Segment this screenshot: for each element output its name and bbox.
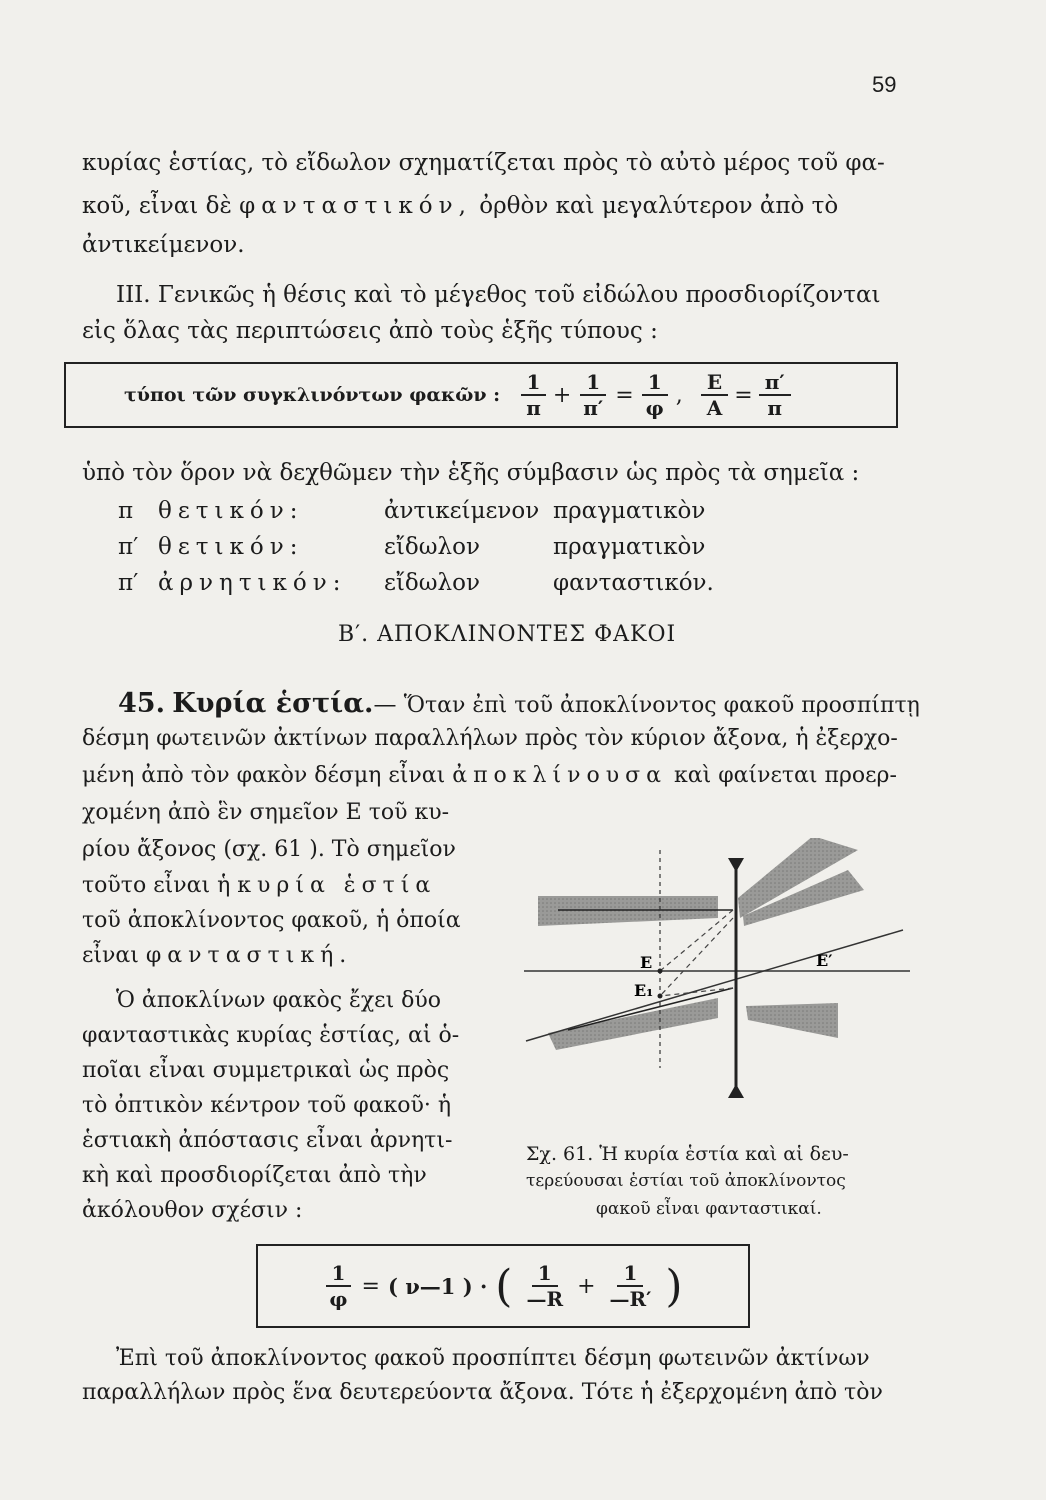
sec45-emph-kyria-estia: κυρία ἑστία	[237, 873, 437, 898]
comma: ,	[675, 382, 683, 408]
formula-box	[64, 362, 898, 428]
conv3-sign: ἀρνητικόν:	[158, 570, 347, 596]
page-number: 59	[872, 72, 897, 97]
label-E-prime: Ε′	[816, 951, 833, 970]
section-heading: Β′. ΑΠΟΚΛΙΝΟΝΤΕΣ ΦΑΚΟΙ	[338, 622, 677, 647]
sec45-line4: χομένη ἀπὸ ἓν σημεῖον Ε τοῦ κυ-	[82, 800, 450, 825]
f5-den: π	[767, 396, 782, 420]
condition-line: ὑπὸ τὸν ὅρον νὰ δεχθῶμεν τὴν ἑξῆς σύμβασιν ὡς πρὸς τὰ σημεῖα :	[82, 460, 860, 486]
sec45-text-6a: τοῦτο εἶναι ἡ	[82, 873, 231, 898]
lens-top-arrow	[728, 858, 744, 872]
sec45-line6	[82, 873, 436, 898]
sec45-emph-apoklinousa: ἀποκλίνουσα	[452, 763, 667, 788]
figure-caption-line3: φακοῦ εἶναι φανταστικαί.	[596, 1199, 822, 1219]
sec45-line5: ρίου ἄξονος (σχ. 61 ). Τὸ σημεῖον	[82, 837, 456, 862]
lm-equals: =	[361, 1273, 380, 1299]
virtual-ray-2	[660, 918, 733, 996]
lm-plus: +	[577, 1273, 596, 1299]
para1-line3: ἀντικείμενον.	[82, 232, 245, 258]
sec45-text-3b: καὶ φαίνεται προερ-	[673, 763, 897, 788]
focal-point-E1	[658, 994, 663, 999]
lm-lhs-num: 1	[326, 1261, 352, 1287]
lm-t2-num: 1	[617, 1261, 643, 1287]
focal-point-E	[658, 969, 663, 974]
lens-line2: φανταστικὰς κυρίας ἑστίας, αἱ ὁ-	[82, 1023, 460, 1048]
conv2-object: εἴδωλον	[384, 534, 480, 560]
f1-num: 1	[521, 370, 547, 396]
sec45-line1	[118, 688, 920, 719]
conv1-sign: θετικόν:	[158, 498, 304, 524]
final-line1: Ἐπὶ τοῦ ἀποκλίνοντος φακοῦ προσπίπτει δέσμη φωτεινῶν ἀκτίνων	[116, 1346, 870, 1371]
fraction-1-over-pi	[520, 370, 547, 420]
conv1-object: ἀντικείμενον	[384, 498, 540, 524]
lens-line4: τὸ ὀπτικὸν κέντρον τοῦ φακοῦ· ἡ	[82, 1093, 452, 1118]
figure-caption-line1: Σχ. 61. Ἡ κυρία ἑστία καὶ αἱ δευ-	[526, 1143, 849, 1165]
section-title: Κυρία ἑστία.	[172, 688, 374, 719]
para1-line2	[82, 193, 838, 219]
section-number: 45.	[118, 688, 165, 719]
lm-factor: ( ν—1 ) ·	[387, 1273, 488, 1299]
sec45-line7: τοῦ ἀποκλίνοντος φακοῦ, ἡ ὁποία	[82, 908, 461, 933]
lens-line6: κὴ καὶ προσδιορίζεται ἀπὸ τὴν	[82, 1163, 427, 1188]
final-line2: παραλλήλων πρὸς ἕνα δευτερεύοντα ἄξονα. Τότε ἡ ἐξερχομένη ἀπὸ τὸν	[82, 1380, 883, 1405]
sec45-text-1: Ὅταν ἐπὶ τοῦ ἀποκλίνοντος φακοῦ προσπίπτῃ	[403, 693, 920, 718]
fraction-1-over-minus-R-prime	[604, 1261, 658, 1311]
lens-line1: Ὁ ἀποκλίνων φακὸς ἔχει δύο	[116, 988, 442, 1013]
fraction-1-over-phi-lens	[323, 1261, 353, 1311]
lm-t1-den: —R	[526, 1287, 564, 1311]
f1-den: π	[526, 396, 541, 420]
lens-line3: ποῖαι εἶναι συμμετρικαὶ ὡς πρὸς	[82, 1058, 450, 1083]
emergent-beam-lower	[746, 1003, 838, 1038]
fraction-1-over-pi-prime	[577, 370, 609, 420]
fraction-1-over-phi	[640, 370, 670, 420]
fraction-pi-prime-over-pi	[759, 370, 791, 420]
f3-num: 1	[642, 370, 668, 396]
conv2-symbol: π′	[118, 534, 139, 560]
sec45-text-3a: μένη ἀπὸ τὸν φακὸν δέσμη εἶναι	[82, 763, 446, 788]
lm-lhs-den: φ	[329, 1287, 348, 1311]
para1-line1: κυρίας ἑστίας, τὸ εἴδωλον σχηματίζεται πρὸς τὸ αὐτὸ μέρος τοῦ φα-	[82, 150, 885, 176]
f4-num: Ε	[701, 370, 728, 396]
label-E: Ε	[640, 953, 653, 972]
para1-text-b: ὀρθὸν καὶ μεγαλύτερον ἀπὸ τὸ	[479, 193, 839, 219]
sec45-line3	[82, 763, 897, 788]
section-dash: —	[373, 692, 397, 718]
virtual-ray-3	[660, 988, 733, 996]
conv1-type: πραγματικὸν	[553, 498, 706, 524]
para2-line1: ΙΙΙ. Γενικῶς ἡ θέσις καὶ τὸ μέγεθος τοῦ εἰδώλου προσδιορίζονται	[116, 282, 881, 308]
label-E1: Ε₁	[634, 981, 654, 1000]
equals-sign: =	[615, 382, 634, 408]
lens-bottom-arrow	[728, 1084, 744, 1098]
lensmaker-formula-box	[256, 1244, 750, 1328]
figure-caption-line2: τερεύουσαι ἑστίαι τοῦ ἀποκλίνοντος	[526, 1171, 846, 1191]
conv2-sign: θετικόν:	[158, 534, 304, 560]
para2-line2: εἰς ὅλας τὰς περιπτώσεις ἀπὸ τοὺς ἑξῆς τύπους :	[82, 318, 658, 344]
sec45-text-8a: εἶναι	[82, 943, 139, 968]
lm-open-paren: (	[495, 1260, 513, 1312]
sec45-line2: δέσμη φωτεινῶν ἀκτίνων παραλλήλων πρὸς τὸν κύριον ἄξονα, ἡ ἐξερχο-	[82, 726, 898, 751]
f3-den: φ	[645, 396, 664, 420]
equals-sign-2: =	[734, 382, 753, 408]
f5-num: π′	[759, 370, 791, 396]
figure-61-diverging-lens	[518, 838, 918, 1148]
plus-sign: +	[552, 382, 572, 408]
fraction-1-over-minus-R	[520, 1261, 569, 1311]
secondary-axis	[526, 930, 903, 1041]
conv2-type: πραγματικὸν	[553, 534, 706, 560]
para1-text-a: κοῦ, εἶναι δὲ	[82, 193, 232, 219]
conv3-type: φανταστικόν.	[553, 570, 714, 596]
lm-close-paren: )	[665, 1260, 683, 1312]
conv1-symbol: π	[118, 498, 134, 524]
formula-label: τύποι τῶν συγκλινόντων φακῶν :	[124, 384, 501, 406]
para1-emph-fantastikon: φανταστικόν,	[239, 193, 472, 219]
conv3-symbol: π′	[118, 570, 139, 596]
f4-den: Α	[706, 396, 723, 420]
incident-beam-upper	[538, 896, 718, 926]
f2-num: 1	[580, 370, 606, 396]
lens-line7: ἀκόλουθον σχέσιν :	[82, 1198, 303, 1223]
lens-line5: ἑστιακὴ ἀπόστασις εἶναι ἀρνητι-	[82, 1128, 453, 1153]
f2-den: π′	[583, 396, 604, 420]
lm-t1-num: 1	[532, 1261, 558, 1287]
conv3-object: εἴδωλον	[384, 570, 480, 596]
fraction-E-over-A	[701, 370, 729, 420]
sec45-emph-fantastiki: φανταστική.	[145, 943, 353, 968]
incident-beam-lower	[548, 998, 718, 1050]
lm-t2-den: —R′	[609, 1287, 652, 1311]
sec45-line8	[82, 943, 352, 968]
